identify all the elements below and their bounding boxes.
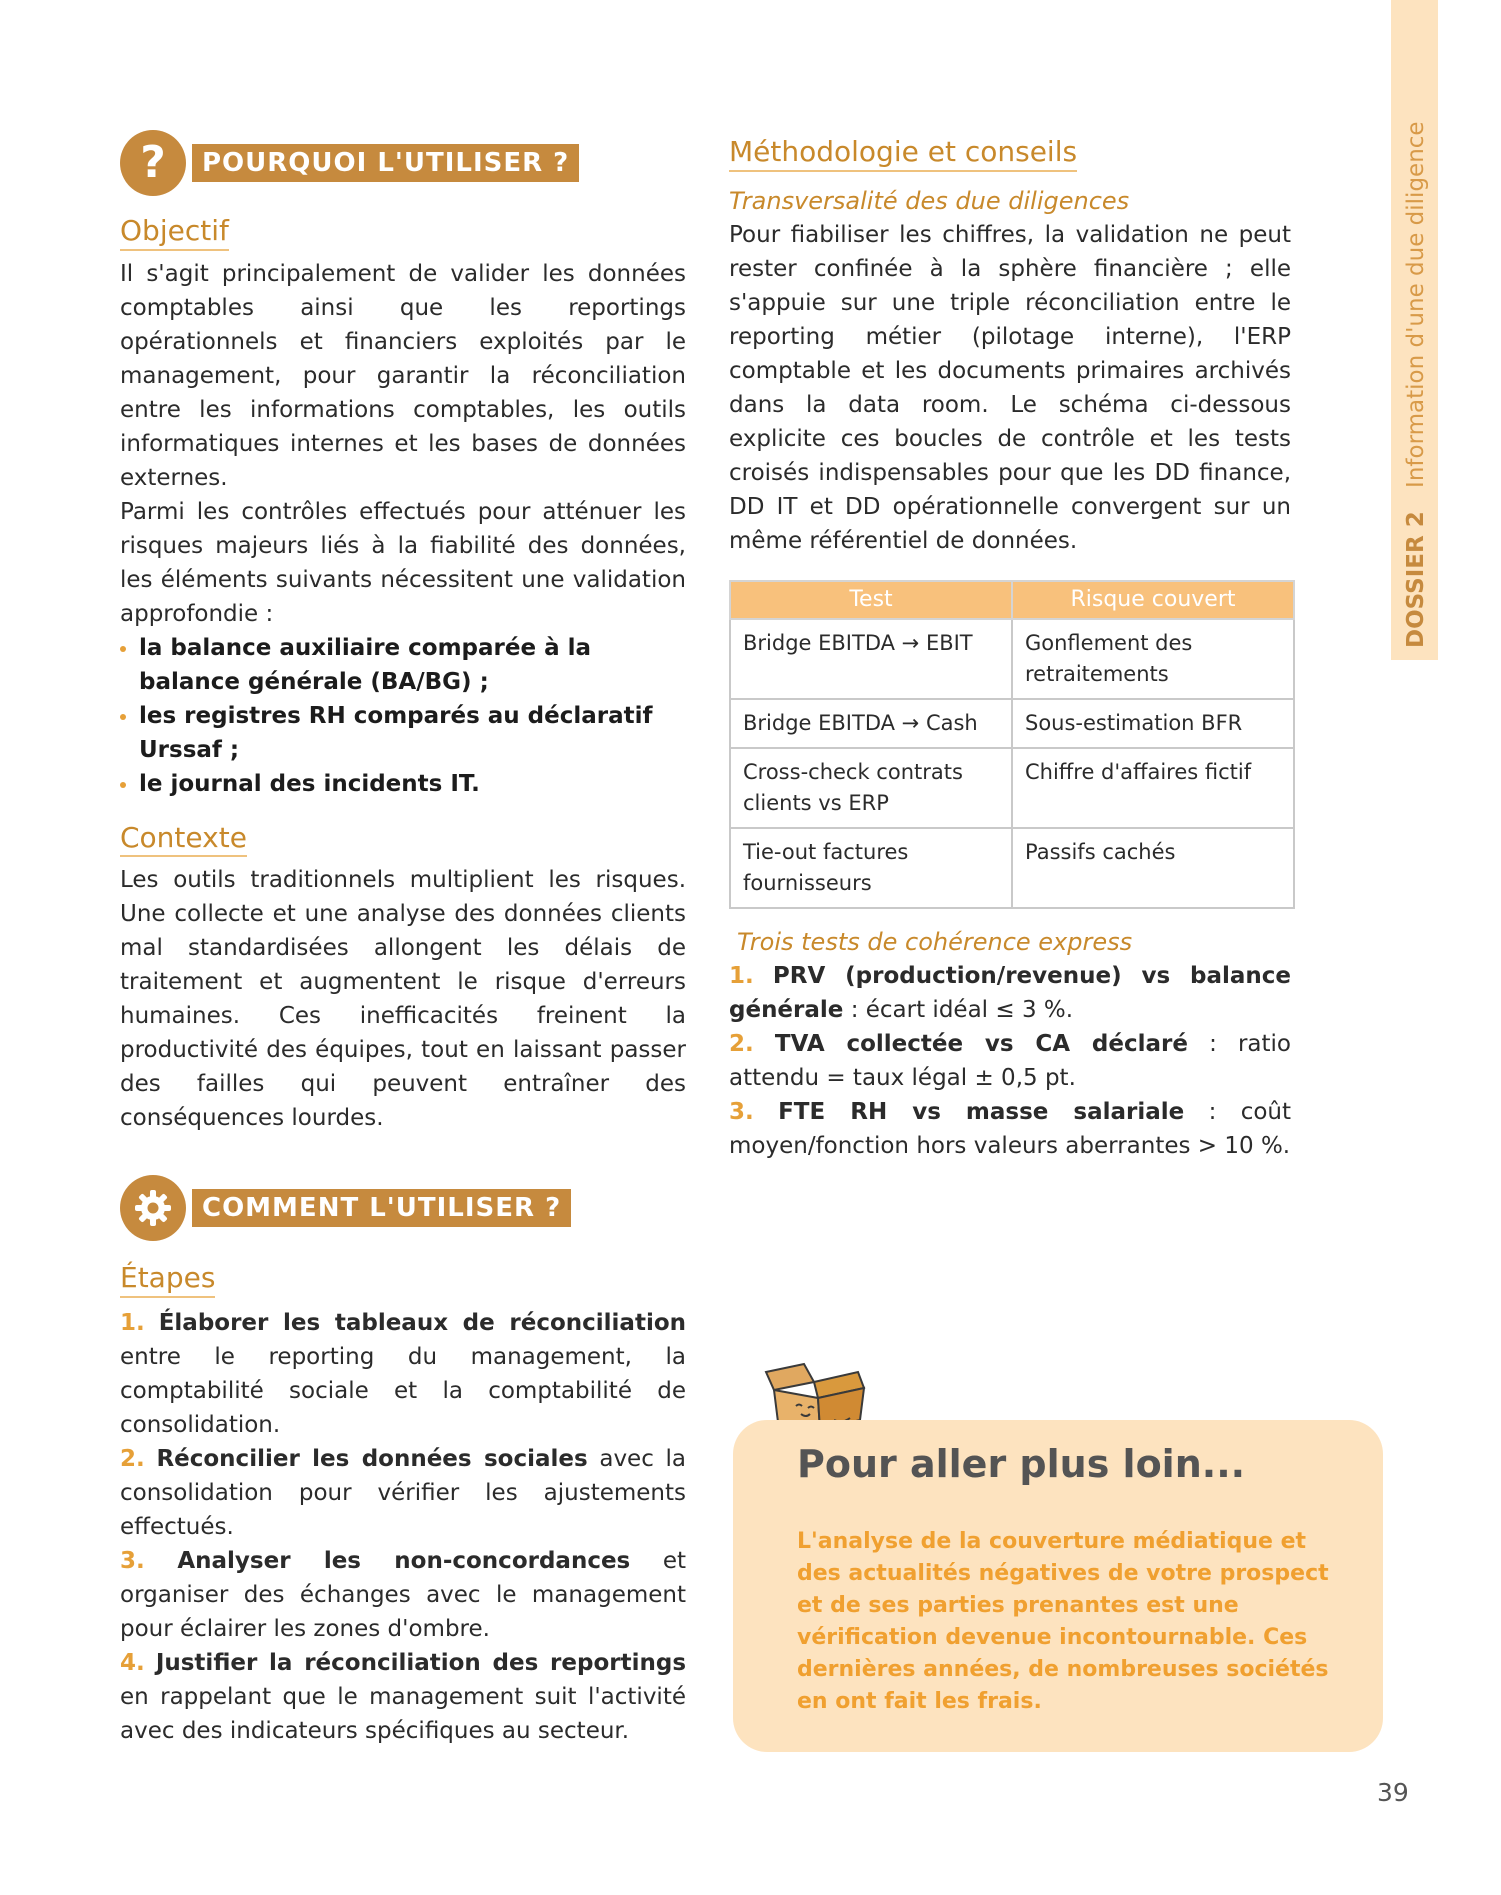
steps-list (120, 1306, 686, 1748)
step-number: 4. (120, 1649, 145, 1676)
left-column (120, 130, 686, 1748)
list-item (120, 1544, 686, 1646)
how-section-title: COMMENT L'UTILISER ? (192, 1189, 571, 1227)
question-glyph: ? (140, 137, 166, 188)
step-title: Justifier la réconciliation des reportings (155, 1649, 687, 1676)
sidebar-section-label: Information d'une due diligence (1403, 121, 1429, 488)
step-number: 1. (120, 1309, 145, 1336)
why-section-title: POURQUOI L'UTILISER ? (192, 144, 579, 182)
step-title: Réconcilier les données sociales (156, 1445, 588, 1472)
test-text: : coût moyen/fonction hors valeurs aberrantes > 10 %. (729, 1098, 1292, 1159)
list-item: le journal des incidents IT. (120, 767, 686, 801)
further-reading-box (733, 1420, 1383, 1752)
table-cell: Bridge EBITDA → Cash (730, 699, 1012, 748)
table-row (730, 699, 1294, 748)
list-item (729, 959, 1291, 1027)
methodology-paragraph: Pour fiabiliser les chiffres, la validation ne peut rester confinée à la sphère financière ; elle s'appuie sur une triple réconciliation entre le reporting métier (pilotage interne), l'ERP comptable et les documents primaires archivés dans la data room. Le schéma ci-dessous explicite ces boucles de contrôle et les tests croisés indispensables pour que les DD finance, DD IT et DD opérationnelle convergent sur un même référentiel de données. (729, 221, 1291, 554)
objectif-paragraph-2: Parmi les contrôles effectués pour atténuer les risques majeurs liés à la fiabilité des données, les éléments suivants nécessitent une validation approfondie : (120, 498, 686, 627)
table-header-row (730, 581, 1294, 619)
list-item (120, 1646, 686, 1748)
further-title: Pour aller plus loin... (797, 1442, 1246, 1486)
gear-icon (120, 1175, 186, 1241)
coherence-tests-subheading: Trois tests de cohérence express (737, 927, 1133, 956)
test-number: 3. (729, 1098, 754, 1125)
coherence-tests-list (729, 959, 1291, 1163)
why-section-header (120, 130, 686, 196)
question-mark-icon (120, 130, 186, 196)
step-text: avec la consolidation pour vérifier les ajustements effectués. (120, 1445, 687, 1540)
step-text: et organiser des échanges avec le management pour éclairer les zones d'ombre. (120, 1547, 687, 1642)
test-text: : écart idéal ≤ 3 %. (843, 996, 1074, 1023)
column-header-test: Test (730, 581, 1012, 619)
test-number: 2. (729, 1030, 754, 1057)
list-item: la balance auxiliaire comparée à la balance générale (BA/BG) ; (120, 631, 686, 699)
objectif-heading: Objectif (120, 214, 229, 251)
risk-table (729, 580, 1295, 909)
table-cell: Bridge EBITDA → EBIT (730, 619, 1012, 699)
sidebar-label (1391, 0, 1438, 660)
table-cell: Chiffre d'affaires fictif (1012, 748, 1294, 828)
contexte-heading: Contexte (120, 821, 247, 858)
step-number: 2. (120, 1445, 145, 1472)
further-text: L'analyse de la couverture médiatique et des actualités négatives de votre prospect et de ses parties prenantes est une vérification devenue incontournable. Ces dernières années, de nombreuses sociétés en ont fait les frais. (797, 1529, 1329, 1714)
etapes-heading: Étapes (120, 1261, 215, 1298)
list-item (729, 1095, 1291, 1163)
objectif-bullet-list (120, 631, 686, 801)
objectif-paragraph-1: Il s'agit principalement de valider les données comptables ainsi que les reportings opérationnels et financiers exploités par le management, pour garantir la réconciliation entre les informations comptables, les outils informatiques internes et les bases de données externes. (120, 260, 686, 491)
dossier-sidebar-tab (1391, 0, 1438, 660)
table-row (730, 748, 1294, 828)
methodology-heading: Méthodologie et conseils (729, 135, 1077, 172)
table-row (730, 828, 1294, 908)
how-section-header (120, 1175, 686, 1241)
step-title: Analyser les non-concordances (177, 1547, 631, 1574)
table-cell: Tie-out factures fournisseurs (730, 828, 1012, 908)
sidebar-dossier-label: DOSSIER 2 (1403, 511, 1429, 648)
test-text: : ratio attendu = taux légal ± 0,5 pt. (729, 1030, 1292, 1091)
test-title: PRV (production/revenue) vs balance générale (729, 962, 1291, 1023)
test-title: TVA collectée vs CA déclaré (774, 1030, 1188, 1057)
test-number: 1. (729, 962, 754, 989)
test-title: FTE RH vs masse salariale (778, 1098, 1185, 1125)
list-item (120, 1306, 686, 1442)
table-cell: Cross-check contrats clients vs ERP (730, 748, 1012, 828)
step-text: entre le reporting du management, la comptabilité sociale et la comptabilité de consolidation. (120, 1343, 686, 1438)
right-column (729, 135, 1291, 1163)
column-header-risk: Risque couvert (1012, 581, 1294, 619)
table-cell: Passifs cachés (1012, 828, 1294, 908)
page-number: 39 (1377, 1778, 1409, 1807)
list-item (120, 1442, 686, 1544)
step-number: 3. (120, 1547, 145, 1574)
list-item (729, 1027, 1291, 1095)
contexte-paragraph: Les outils traditionnels multiplient les risques. Une collecte et une analyse des données clients mal standardisées allongent les délais de traitement et augmentent le risque d'erreurs humaines. Ces inefficacités freinent la productivité des équipes, tout en laissant passer des failles qui peuvent entraîner des conséquences lourdes. (120, 867, 686, 1132)
transversality-subheading: Transversalité des due diligences (729, 186, 1130, 215)
svg-text:DOSSIER 2 Information d' (1403, 121, 1429, 648)
step-text: en rappelant que le management suit l'activité avec des indicateurs spécifiques au secteur. (120, 1683, 686, 1744)
list-item: les registres RH comparés au déclaratif Urssaf ; (120, 699, 686, 767)
step-title: Élaborer les tableaux de réconciliation (158, 1309, 686, 1336)
table-cell: Gonflement des retraitements (1012, 619, 1294, 699)
table-cell: Sous-estimation BFR (1012, 699, 1294, 748)
table-row (730, 619, 1294, 699)
